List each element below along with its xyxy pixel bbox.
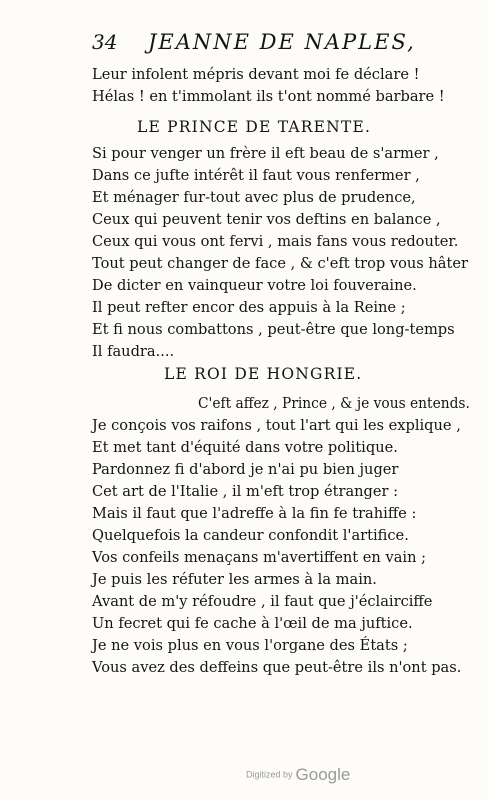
verse-line: Vous avez des deffeins que peut-être ils n'ont pas. — [92, 659, 462, 676]
verse-line: Hélas ! en t'immolant ils t'ont nommé barbare ! — [92, 88, 445, 105]
verse-line: Il peut refter encor des appuis à la Reine ; — [92, 299, 406, 316]
digitization-watermark — [246, 764, 350, 785]
running-title: JEANNE DE NAPLES, — [148, 30, 416, 54]
verse-line: Et ménager fur-tout avec plus de prudence, — [92, 189, 416, 206]
verse-line: Un fecret qui fe cache à l'œil de ma juftice. — [92, 615, 413, 632]
verse-line: Avant de m'y réfoudre , il faut que j'éclairciffe — [92, 593, 433, 610]
verse-line: Quelquefois la candeur confondit l'artifice. — [92, 527, 409, 544]
verse-line: Je conçois vos raifons , tout l'art qui les explique , — [92, 417, 461, 434]
verse-line: Dans ce jufte intérêt il faut vous renfermer , — [92, 167, 420, 184]
speaker-heading: LE PRINCE DE TARENTE. — [137, 118, 372, 136]
verse-line: Je ne vois plus en vous l'organe des États ; — [92, 637, 408, 654]
verse-line: Ceux qui vous ont fervi , mais fans vous redouter. — [92, 233, 459, 250]
verse-line: Il faudra.... — [92, 343, 175, 360]
verse-line: Leur infolent mépris devant moi fe déclare ! — [92, 66, 420, 83]
page-header — [92, 30, 432, 58]
verse-line: Cet art de l'Italie , il m'eft trop étranger : — [92, 483, 399, 500]
verse-line: Tout peut changer de face , & c'eft trop vous hâter — [92, 255, 468, 272]
verse-line: Et met tant d'équité dans votre politique. — [92, 439, 398, 456]
speaker-heading: LE ROI DE HONGRIE. — [164, 365, 363, 383]
verse-line: Si pour venger un frère il eft beau de s'armer , — [92, 145, 439, 162]
verse-line: Ceux qui peuvent tenir vos deftins en balance , — [92, 211, 441, 228]
verse-line: Vos confeils menaçans m'avertiffent en vain ; — [92, 549, 427, 566]
verse-line: Pardonnez fi d'abord je n'ai pu bien juger — [92, 461, 399, 478]
digitized-by-text: Digitized by — [246, 769, 293, 780]
verse-line: Mais il faut que l'adreffe à la fin fe trahiffe : — [92, 505, 417, 522]
verse-line: De dicter en vainqueur votre loi fouveraine. — [92, 277, 417, 294]
verse-line: Et fi nous combattons , peut-être que long-temps — [92, 321, 455, 338]
verse-line: Je puis les réfuter les armes à la main. — [92, 571, 377, 588]
page-number: 34 — [92, 30, 118, 54]
google-wordmark: Google — [295, 764, 351, 784]
verse-line: C'eft affez , Prince , & je vous entends. — [198, 395, 470, 412]
